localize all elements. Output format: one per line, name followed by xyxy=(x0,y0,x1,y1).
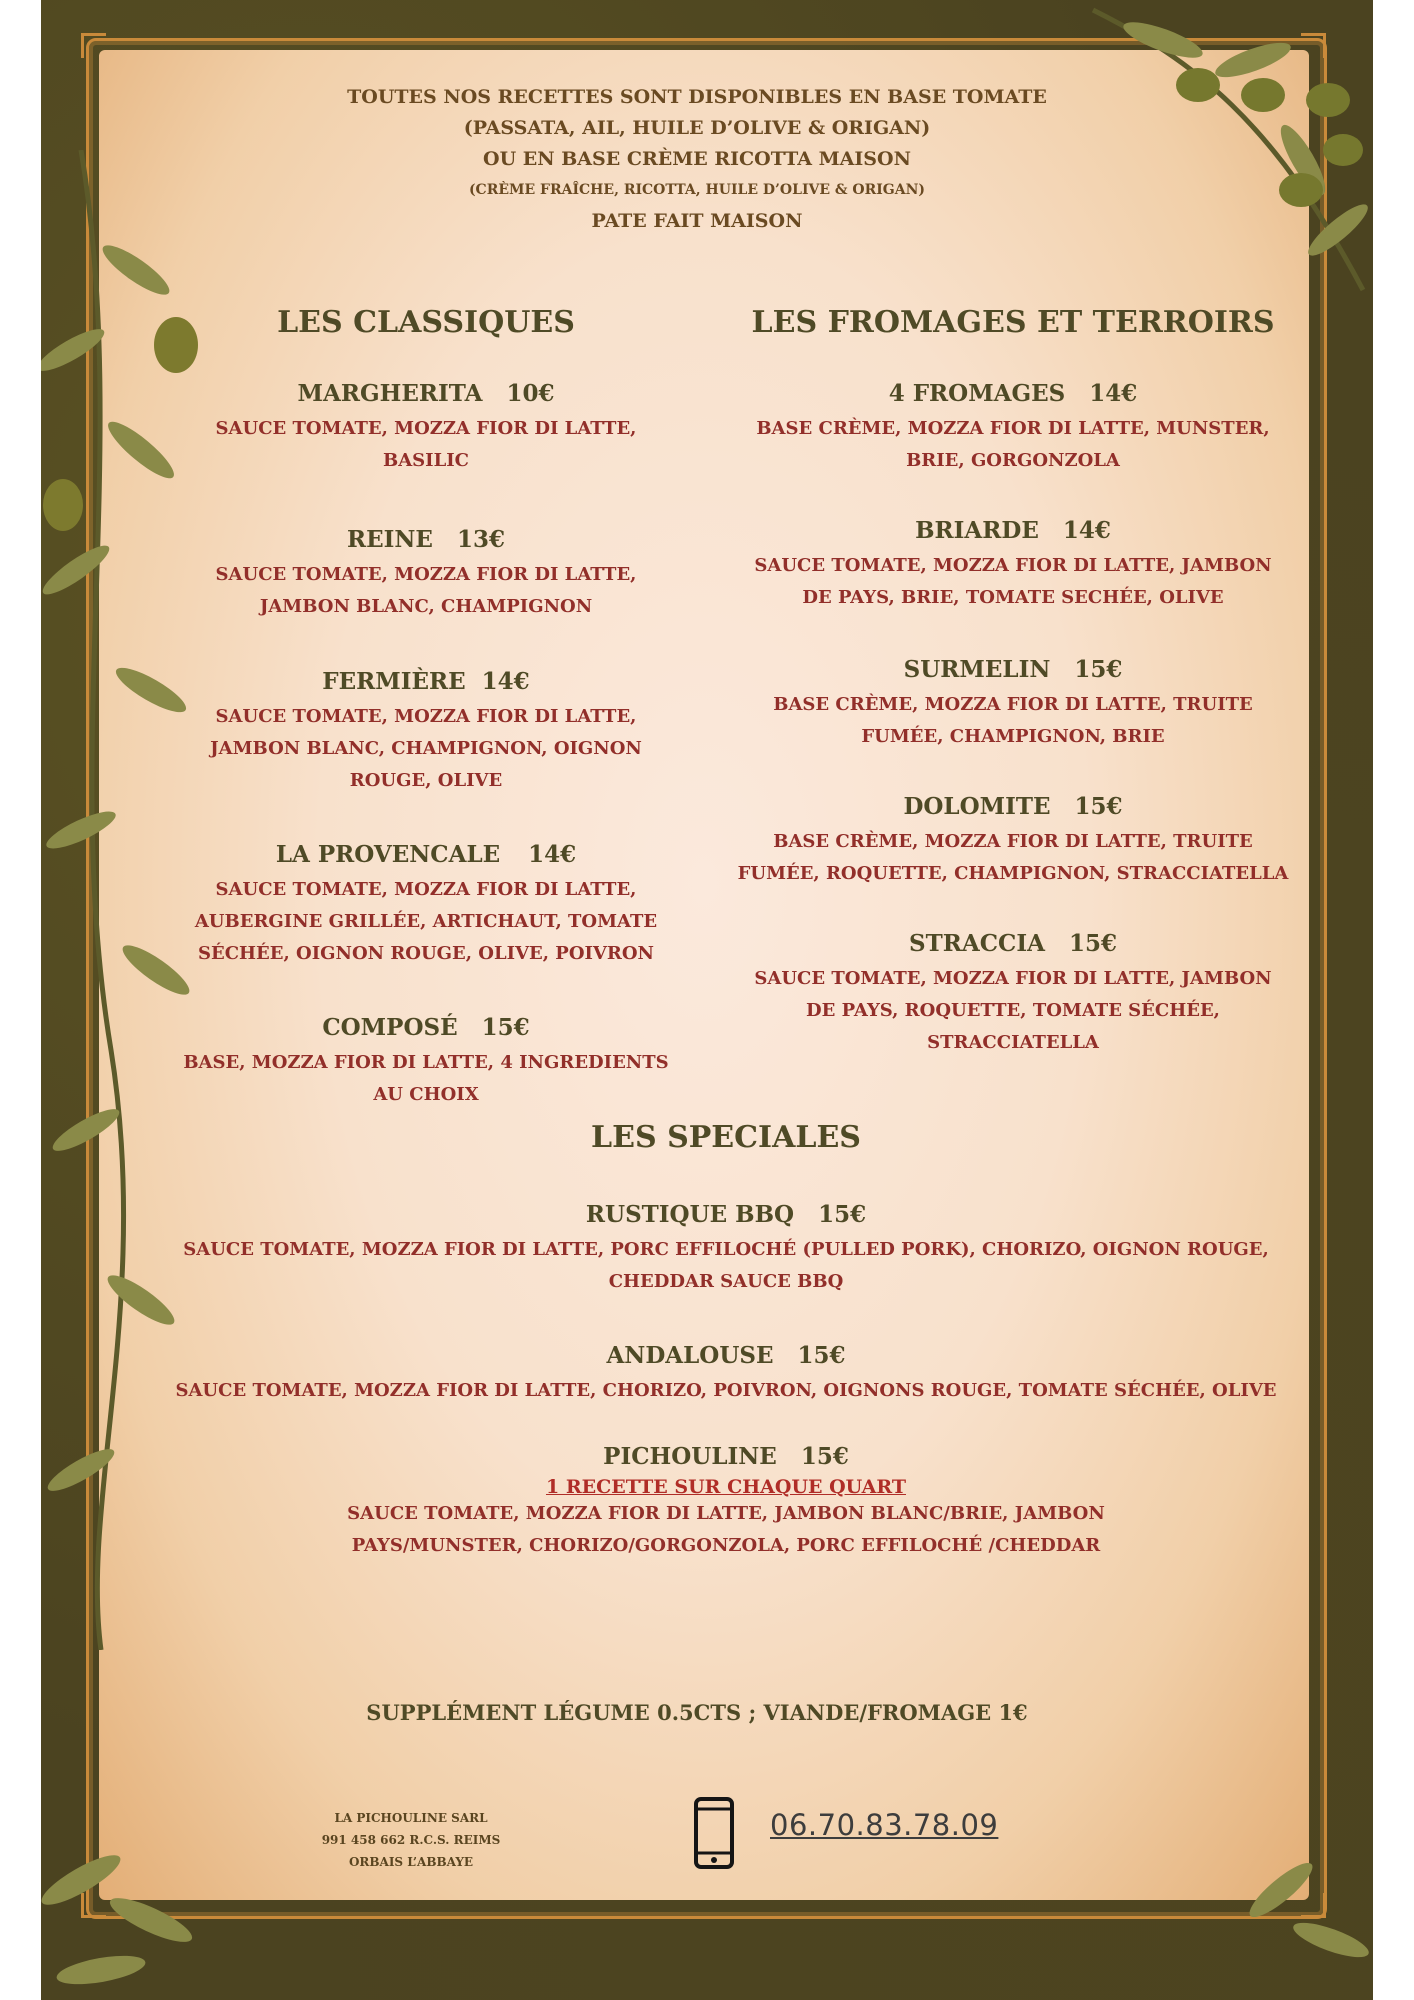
menu-item-name xyxy=(161,526,691,553)
header-line: (CRÈME FRAÎCHE, RICOTTA, HUILE D’OLIVE & ORIGAN) xyxy=(468,182,926,198)
item-name: 4 FROMAGES xyxy=(888,380,1066,407)
company-rcs: 991 458 662 R.C.S. REIMS xyxy=(321,1833,501,1847)
item-price: 15€ xyxy=(797,1342,846,1369)
company-name: LA PICHOULINE SARL xyxy=(334,1811,488,1825)
menu-item-name xyxy=(733,930,1293,957)
menu-item-name xyxy=(161,668,691,695)
company-info xyxy=(291,1807,531,1873)
item-name: MARGHERITA xyxy=(297,380,483,407)
menu-item-description: SAUCE TOMATE, MOZZA FIOR DI LATTE, JAMBON DE PAYS, BRIE, TOMATE SECHÉE, OLIVE xyxy=(754,555,1272,608)
item-name: LA PROVENCALE xyxy=(275,841,501,868)
menu-item-name xyxy=(733,656,1293,683)
item-price: 10€ xyxy=(506,380,555,407)
item-price: 15€ xyxy=(1068,930,1117,957)
menu-item-name xyxy=(91,1443,1361,1470)
item-price: 13€ xyxy=(456,526,505,553)
menu-header xyxy=(41,82,1353,237)
menu-item-description: SAUCE TOMATE, MOZZA FIOR DI LATTE, BASILIC xyxy=(215,418,637,471)
section-title: LES SPECIALES xyxy=(591,1120,861,1155)
item-name: BRIARDE xyxy=(915,517,1039,544)
section-fromages-terroirs xyxy=(733,300,1293,1059)
menu-item-name xyxy=(161,841,691,868)
section-speciales xyxy=(91,1120,1361,1562)
menu-item-description: SAUCE TOMATE, MOZZA FIOR DI LATTE, CHORIZO, POIVRON, OIGNONS ROUGE, TOMATE SÉCHÉE, OLIVE xyxy=(175,1380,1277,1401)
header-line: (PASSATA, AIL, HUILE D’OLIVE & ORIGAN) xyxy=(463,117,931,139)
item-name: REINE xyxy=(347,526,433,553)
item-name: FERMIÈRE xyxy=(322,668,466,695)
supplement-text: SUPPLÉMENT LÉGUME 0.5CTS ; VIANDE/FROMAGE 1€ xyxy=(366,1700,1028,1725)
menu-item-description: SAUCE TOMATE, MOZZA FIOR DI LATTE, AUBERGINE GRILLÉE, ARTICHAUT, TOMATE SÉCHÉE, OIGNON ROUGE, OLIVE, POIVRON xyxy=(194,879,658,964)
item-name: COMPOSÉ xyxy=(322,1014,458,1041)
menu-item-name xyxy=(733,517,1293,544)
item-price: 15€ xyxy=(800,1443,849,1470)
section-title: LES FROMAGES ET TERROIRS xyxy=(751,305,1275,340)
item-price: 15€ xyxy=(481,1014,530,1041)
item-name: ANDALOUSE xyxy=(606,1342,774,1369)
item-name: PICHOULINE xyxy=(603,1443,777,1470)
item-price: 15€ xyxy=(1074,656,1123,683)
header-line: PATE FAIT MAISON xyxy=(591,210,803,232)
header-line: OU EN BASE CRÈME RICOTTA MAISON xyxy=(483,148,911,170)
item-price: 15€ xyxy=(1074,793,1123,820)
item-price: 14€ xyxy=(481,668,530,695)
menu-item-description: BASE CRÈME, MOZZA FIOR DI LATTE, TRUITE FUMÉE, CHAMPIGNON, BRIE xyxy=(773,694,1253,747)
menu-item-description: BASE CRÈME, MOZZA FIOR DI LATTE, MUNSTER, BRIE, GORGONZOLA xyxy=(756,418,1270,471)
menu-item-description: BASE CRÈME, MOZZA FIOR DI LATTE, TRUITE FUMÉE, ROQUETTE, CHAMPIGNON, STRACCIATELLA xyxy=(737,831,1289,884)
menu-item-description: SAUCE TOMATE, MOZZA FIOR DI LATTE, JAMBON DE PAYS, ROQUETTE, TOMATE SÉCHÉE, STRACCIATELLA xyxy=(754,968,1272,1053)
menu-item-name xyxy=(733,380,1293,407)
menu-item-description: BASE, MOZZA FIOR DI LATTE, 4 INGREDIENTS AU CHOIX xyxy=(183,1052,669,1105)
item-price: 14€ xyxy=(1089,380,1138,407)
menu-item-name xyxy=(161,380,691,407)
smartphone-icon xyxy=(693,1796,735,1870)
item-price: 15€ xyxy=(818,1201,867,1228)
section-title: LES CLASSIQUES xyxy=(277,305,575,340)
item-name: DOLOMITE xyxy=(903,793,1051,820)
item-name: RUSTIQUE BBQ xyxy=(585,1201,795,1228)
item-price: 14€ xyxy=(1062,517,1111,544)
menu-item-description: SAUCE TOMATE, MOZZA FIOR DI LATTE, JAMBON BLANC, CHAMPIGNON, OIGNON ROUGE, OLIVE xyxy=(210,706,642,791)
menu-item-description: SAUCE TOMATE, MOZZA FIOR DI LATTE, JAMBON BLANC, CHAMPIGNON xyxy=(215,564,637,617)
company-city: ORBAIS L’ABBAYE xyxy=(348,1855,474,1869)
menu-item-description: SAUCE TOMATE, MOZZA FIOR DI LATTE, PORC EFFILOCHÉ (PULLED PORK), CHORIZO, OIGNON ROUGE, CHEDDAR SAUCE BBQ xyxy=(183,1239,1269,1292)
menu-item-description: SAUCE TOMATE, MOZZA FIOR DI LATTE, JAMBON BLANC/BRIE, JAMBON PAYS/MUNSTER, CHORIZO/GORGONZOLA, PORC EFFILOCHÉ /CHEDDAR xyxy=(347,1503,1105,1556)
section-classiques xyxy=(161,300,691,1111)
menu-item-name xyxy=(91,1342,1361,1369)
special-note: 1 RECETTE SUR CHAQUE QUART xyxy=(545,1476,906,1498)
item-price: 14€ xyxy=(528,841,577,868)
menu-content xyxy=(41,0,1373,2000)
phone-number-link[interactable]: 06.70.83.78.09 xyxy=(770,1808,999,1842)
menu-item-name xyxy=(91,1201,1361,1228)
menu-item-name xyxy=(161,1014,691,1041)
header-line: TOUTES NOS RECETTES SONT DISPONIBLES EN BASE TOMATE xyxy=(347,86,1047,108)
item-name: SURMELIN xyxy=(903,656,1051,683)
menu-item-name xyxy=(733,793,1293,820)
item-name: STRACCIA xyxy=(909,930,1045,957)
